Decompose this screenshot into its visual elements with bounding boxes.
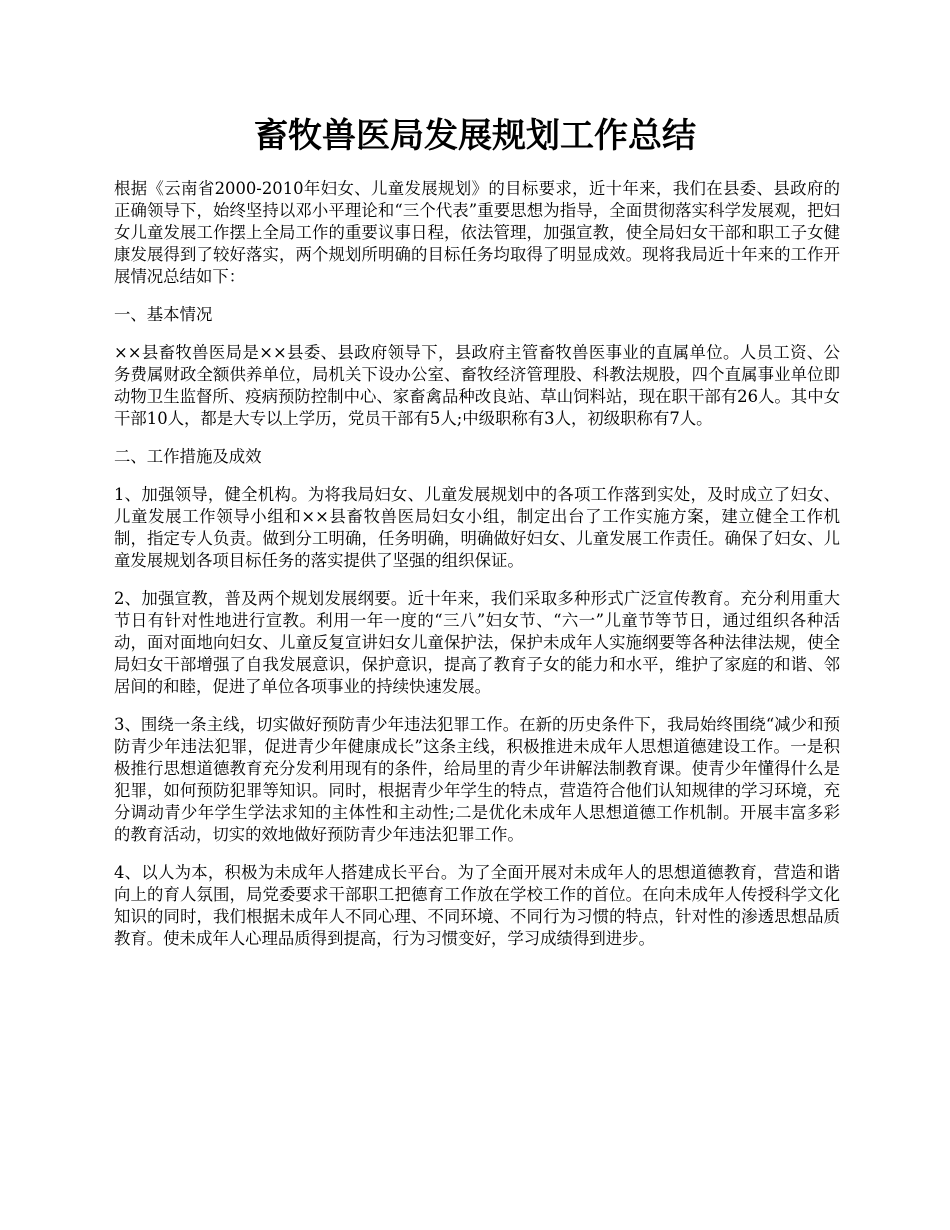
document-body [114,178,840,966]
measure-item-4: 4、以人为本，积极为未成年人搭建成长平台。为了全面开展对未成年人的思想道德教育，营造和谐向上的育人氛围，局党委要求干部职工把德育工作放在学校工作的首位。在向未成年人传授科学文化知识的同时，我们根据未成年人不同心理、不同环境、不同行为习惯的特点，针对性的渗透思想品质教育。使未成年人心理品质得到提高，行为习惯变好，学习成绩得到进步。 [114,863,840,948]
document-title: 畜牧兽医局发展规划工作总结 [254,116,696,156]
measure-item-3: 3、围绕一条主线，切实做好预防青少年违法犯罪工作。在新的历史条件下，我局始终围绕“减少和预防青少年违法犯罪，促进青少年健康成长”这条主线，积极推进未成年人思想道德建设工作。一是积极推行思想道德教育充分发利用现有的条件，给局里的青少年讲解法制教育课。使青少年懂得什么是犯罪，如何预防犯罪等知识。同时，根据青少年学生的特点，营造符合他们认知规律的学习环境，充分调动青少年学生学法求知的主体性和主动性;二是优化未成年人思想道德工作机制。开展丰富多彩的教育活动，切实的效地做好预防青少年违法犯罪工作。 [114,715,840,844]
intro-paragraph: 根据《云南省2000-2010年妇女、儿童发展规划》的目标要求，近十年来，我们在县委、县政府的正确领导下，始终坚持以邓小平理论和“三个代表”重要思想为指导，全面贯彻落实科学发展观，把妇女儿童发展工作摆上全局工作的重要议事日程，依法管理，加强宣教，使全局妇女干部和职工子女健康发展得到了较好落实，两个规划所明确的目标任务均取得了明显成效。现将我局近十年来的工作开展情况总结如下： [114,179,840,286]
section-heading-basic-info: 一、基本情况 [114,305,213,324]
measure-item-2: 2、加强宣教，普及两个规划发展纲要。近十年来，我们采取多种形式广泛宣传教育。充分利用重大节日有针对性地进行宣教。利用一年一度的“三八”妇女节、“六一”儿童节等节日，通过组织各种活动，面对面地向妇女、儿童反复宣讲妇女儿童保护法，保护未成年人实施纲要等各种法律法规，使全局妇女干部增强了自我发展意识，保护意识，提高了教育子女的能力和水平，维护了家庭的和谐、邻居间的和睦，促进了单位各项事业的持续快速发展。 [114,589,840,696]
measure-item-1: 1、加强领导，健全机构。为将我局妇女、儿童发展规划中的各项工作落到实处，及时成立了妇女、儿童发展工作领导小组和××县畜牧兽医局妇女小组，制定出台了工作实施方案，建立健全工作机制，指定专人负责。做到分工明确，任务明确，明确做好妇女、儿童发展工作责任。确保了妇女、儿童发展规划各项目标任务的落实提供了坚强的组织保证。 [114,485,840,570]
section-heading-measures: 二、工作措施及成效 [114,447,262,466]
basic-info-paragraph: ××县畜牧兽医局是××县委、县政府领导下，县政府主管畜牧兽医事业的直属单位。人员工资、公务费属财政全额供养单位，局机关下设办公室、畜牧经济管理股、科教法规股，四个直属事业单位即动物卫生监督所、疫病预防控制中心、家畜禽品种改良站、草山饲料站，现在职干部有26人。其中女干部10人，都是大专以上学历，党员干部有5人;中级职称有3人，初级职称有7人。 [114,343,840,428]
